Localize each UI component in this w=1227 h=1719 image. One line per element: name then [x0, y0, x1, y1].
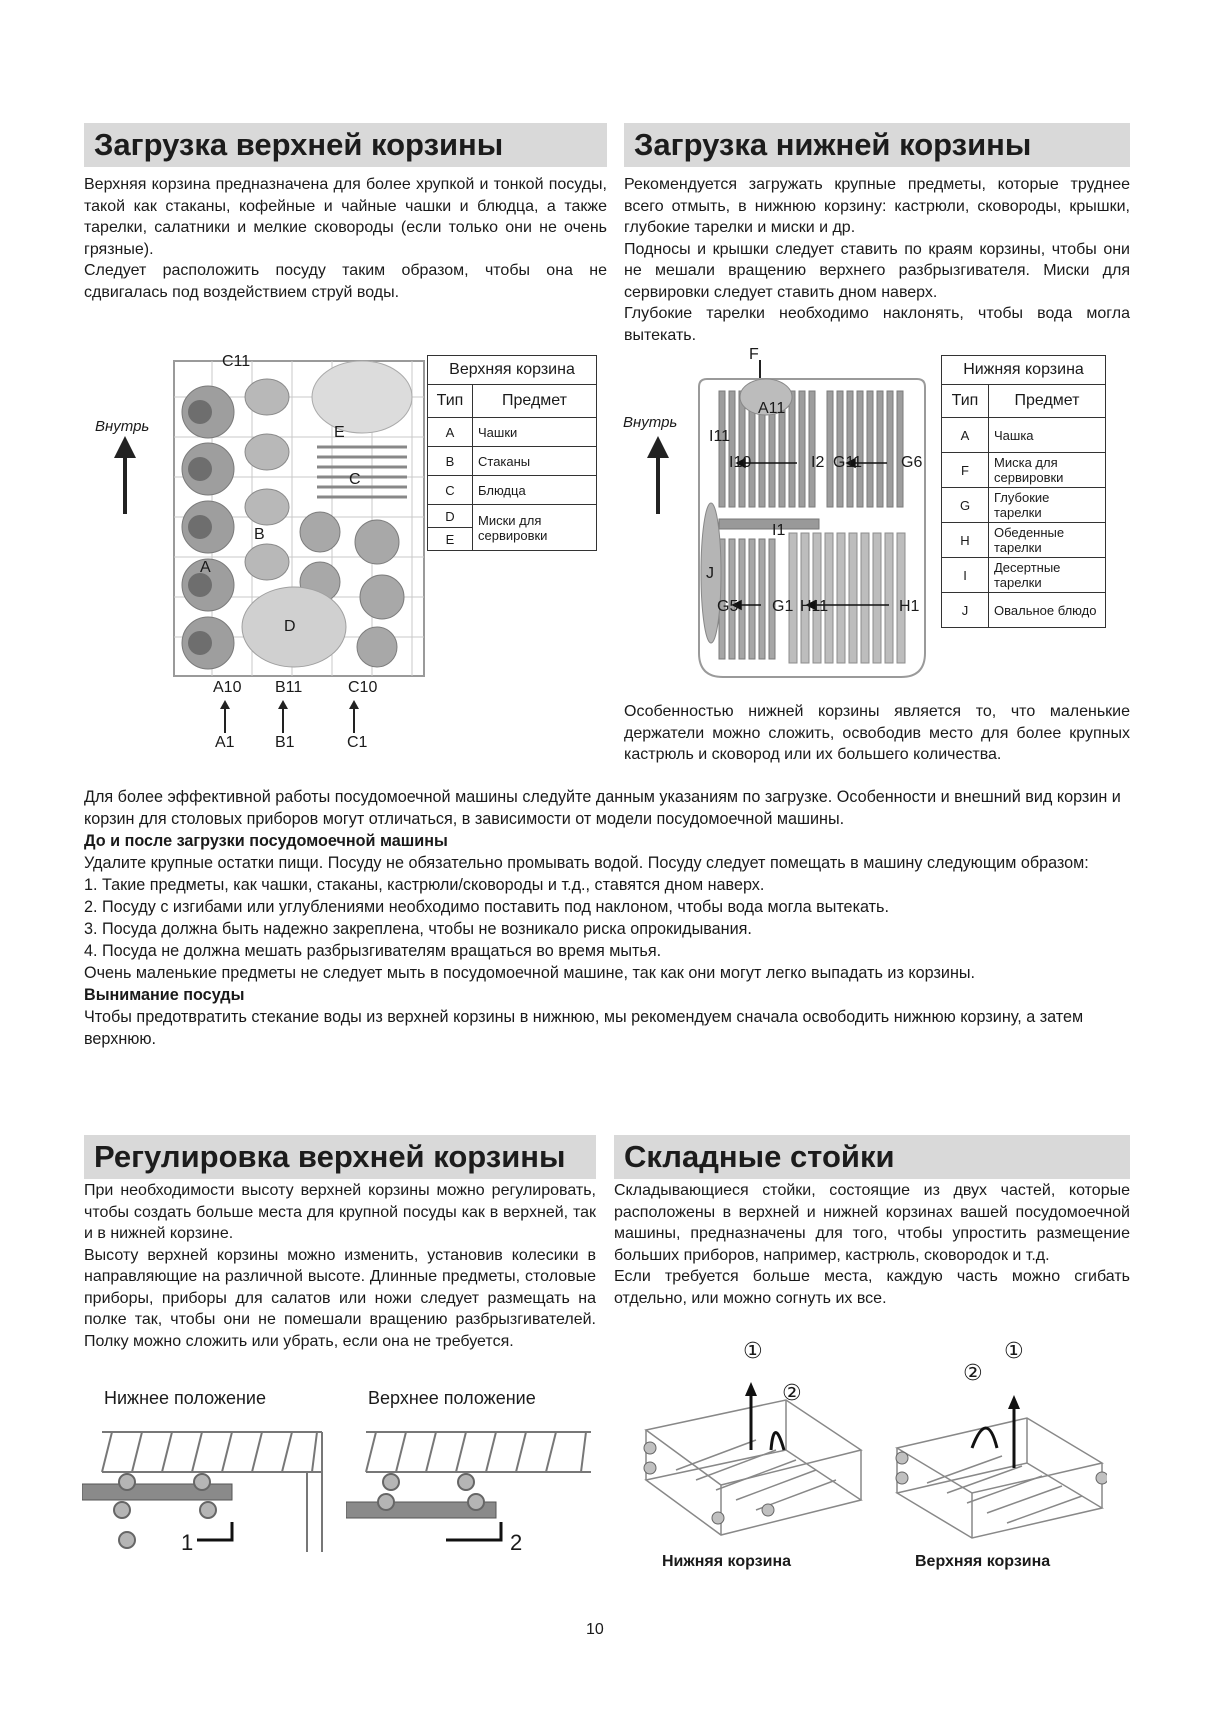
racks-title: Складные стойки	[614, 1135, 1130, 1179]
legend-item: Овальное блюдо	[989, 593, 1106, 628]
paragraph: Подносы и крышки следует ставить по краям корзины, чтобы они не мешали вращению верхнего разбрызгивателя. Миски для сервировки следует ставить дном наверх.	[624, 240, 1130, 301]
lower-legend-table	[941, 355, 1106, 628]
legend-item: Миски для сервировки	[473, 505, 597, 551]
adjust-text	[84, 1180, 596, 1352]
list-item: 3. Посуда должна быть надежно закреплена, чтобы не возникало риска опрокидывания.	[84, 920, 752, 938]
legend-item: Блюдца	[473, 476, 597, 505]
list-item: 2. Посуду с изгибами или углублениями необходимо поставить под наклоном, чтобы вода могла вытекать.	[84, 898, 889, 916]
legend-item: Десертные тарелки	[989, 558, 1106, 593]
label-j: J	[706, 565, 714, 582]
legend-col-item: Предмет	[989, 385, 1106, 418]
legend-col-type: Тип	[942, 385, 989, 418]
legend-col-item: Предмет	[473, 385, 597, 418]
paragraph: Если требуется больше места, каждую часть можно сгибать отдельно, или можно согнуть их все.	[614, 1268, 1130, 1307]
legend-type: J	[942, 593, 989, 628]
legend-item: Чашки	[473, 418, 597, 447]
arrow-up-icon	[348, 700, 360, 733]
caption-low-position: Нижнее положение	[104, 1388, 266, 1408]
inner-label-lower: Внутрь	[623, 414, 678, 431]
legend-item: Чашка	[989, 418, 1106, 453]
lower-basket-note: Особенностью нижней корзины является то, что маленькие держатели можно сложить, освободив место для более крупных кастрюль и сковород или их большего количества.	[624, 703, 1130, 763]
label-g6: G6	[901, 454, 923, 471]
legend-type: E	[428, 528, 473, 551]
paragraph: Глубокие тарелки необходимо наклонять, чтобы вода могла вытекать.	[624, 305, 1130, 344]
before-loading-text: Удалите крупные остатки пищи. Посуду не обязательно промывать водой. Посуду следует помещать в машину следующим образом:	[84, 854, 1089, 872]
upper-basket-illustration	[172, 357, 428, 680]
legend-item: Обеденные тарелки	[989, 523, 1106, 558]
paragraph: Рекомендуется загружать крупные предметы, которые труднее всего отмыть, в нижнюю корзину: кастрюли, сковороды, крышки, глубокие тарелки и миски и др.	[624, 176, 1130, 236]
legend-type: C	[428, 476, 473, 505]
legend-type: D	[428, 505, 473, 528]
marker-1: ①	[1004, 1338, 1024, 1363]
legend-type: G	[942, 488, 989, 523]
arrow-up-icon	[277, 700, 289, 733]
label-g1: G1	[772, 598, 794, 615]
low-position-illustration	[82, 1422, 330, 1552]
unload-text: Чтобы предотвратить стекание воды из верхней корзины в нижнюю, мы рекомендуем сначала освободить нижнюю корзину, а затем верхнюю.	[84, 1008, 1084, 1048]
label-c10: C10	[348, 679, 378, 696]
label-f: F	[749, 346, 759, 363]
label-a10: A10	[213, 679, 242, 696]
marker-2: ②	[963, 1360, 983, 1385]
upper-basket-racks-illustration	[892, 1378, 1107, 1543]
label-a1: A1	[215, 734, 235, 751]
label-b: B	[254, 526, 265, 543]
step-2-label: 2	[510, 1530, 523, 1555]
label-c: C	[349, 471, 361, 488]
lower-load-text	[624, 174, 1130, 346]
label-e: E	[334, 424, 345, 441]
paragraph: Высоту верхней корзины можно изменить, установив колесики в направляющие на различной высоте. Длинные предметы, столовые приборы, приборы для салатов или ножи следует размещать на полке так, чтобы они не помешали вращению разбрызгивателей. Полку можно сложить или убрать, если она не требуется.	[84, 1246, 596, 1350]
legend-type: I	[942, 558, 989, 593]
legend-type: A	[428, 418, 473, 447]
legend-col-type: Тип	[428, 385, 473, 418]
paragraph: Следует расположить посуду таким образом, чтобы она не сдвигалась под воздействием струй воды.	[84, 262, 607, 301]
upper-load-title: Загрузка верхней корзины	[84, 123, 607, 167]
paragraph: Верхняя корзина предназначена для более хрупкой и тонкой посуды, такой как стаканы, кофейные и чайные чашки и блюдца, а также тарелки, салатники и мелкие сковороды (если только они не очень грязные).	[84, 176, 607, 258]
legend-type: F	[942, 453, 989, 488]
loading-instructions	[84, 786, 1129, 1050]
small-items-text: Очень маленькие предметы не следует мыть в посудомоечной машине, так как они могут легко выпадать из корзины.	[84, 964, 976, 982]
legend-type: B	[428, 447, 473, 476]
label-i11: I11	[709, 428, 731, 445]
arrow-up-icon	[645, 436, 671, 516]
label-h1: H1	[899, 598, 920, 615]
page-number: 10	[586, 1621, 604, 1638]
marker-1: ①	[743, 1338, 763, 1363]
upper-load-text	[84, 174, 607, 303]
paragraph: Складывающиеся стойки, состоящие из двух частей, которые расположены в верхней и нижней корзинах вашей посудомоечной машины, предназначены для того, чтобы упростить размещение больших приборов, например, кастрюль, сковородок и т.д.	[614, 1182, 1130, 1264]
label-a: A	[200, 559, 211, 576]
before-loading-title: До и после загрузки посудомоечной машины	[84, 832, 448, 850]
arrow-up-icon	[219, 700, 231, 733]
label-b11: B11	[275, 679, 303, 696]
legend-item: Глубокие тарелки	[989, 488, 1106, 523]
label-c11: C11	[222, 353, 251, 370]
legend-item: Стаканы	[473, 447, 597, 476]
list-item: 4. Посуда не должна мешать разбрызгивателям вращаться во время мытья.	[84, 942, 662, 960]
label-b1: B1	[275, 734, 295, 751]
upper-legend-table	[427, 355, 597, 551]
label-i1: I1	[772, 522, 786, 539]
label-c1: C1	[347, 734, 368, 751]
arrow-up-icon	[112, 436, 138, 516]
label-h11: H11	[800, 598, 829, 615]
legend-title: Верхняя корзина	[428, 356, 597, 385]
caption-high-position: Верхнее положение	[368, 1388, 536, 1408]
adjust-title: Регулировка верхней корзины	[84, 1135, 596, 1179]
lower-load-title: Загрузка нижней корзины	[624, 123, 1130, 167]
label-i2: I2	[811, 454, 825, 471]
label-g5: G5	[717, 598, 739, 615]
lower-basket-racks-illustration	[636, 1370, 866, 1540]
marker-2: ②	[782, 1380, 802, 1405]
legend-type: H	[942, 523, 989, 558]
legend-type: A	[942, 418, 989, 453]
step-1-label: 1	[181, 1530, 194, 1555]
intro-text: Для более эффективной работы посудомоечной машины следуйте данным указаниям по загрузке. Особенности и внешний вид корзин и корзин для столовых приборов могут отличаться, в зависимости от модели посудомоечной машины.	[84, 788, 1121, 828]
paragraph: При необходимости высоту верхней корзины можно регулировать, чтобы создать больше места для крупной посуды как в верхней, так и в нижней корзине.	[84, 1182, 596, 1242]
label-g11: G11	[833, 454, 863, 471]
inner-label-upper: Внутрь	[95, 418, 150, 435]
high-position-illustration	[346, 1422, 596, 1552]
list-item: 1. Такие предметы, как чашки, стаканы, кастрюли/сковороды и т.д., ставятся дном наверх.	[84, 876, 765, 894]
label-a11: A11	[758, 400, 786, 417]
unload-title: Вынимание посуды	[84, 986, 245, 1004]
label-i10: I10	[729, 454, 752, 471]
caption-upper-basket: Верхняя корзина	[915, 1553, 1051, 1570]
legend-title: Нижняя корзина	[942, 356, 1106, 385]
legend-item: Миска для сервировки	[989, 453, 1106, 488]
caption-lower-basket: Нижняя корзина	[662, 1553, 791, 1570]
label-d: D	[284, 618, 296, 635]
lower-basket-illustration	[697, 373, 927, 680]
racks-text	[614, 1180, 1130, 1309]
